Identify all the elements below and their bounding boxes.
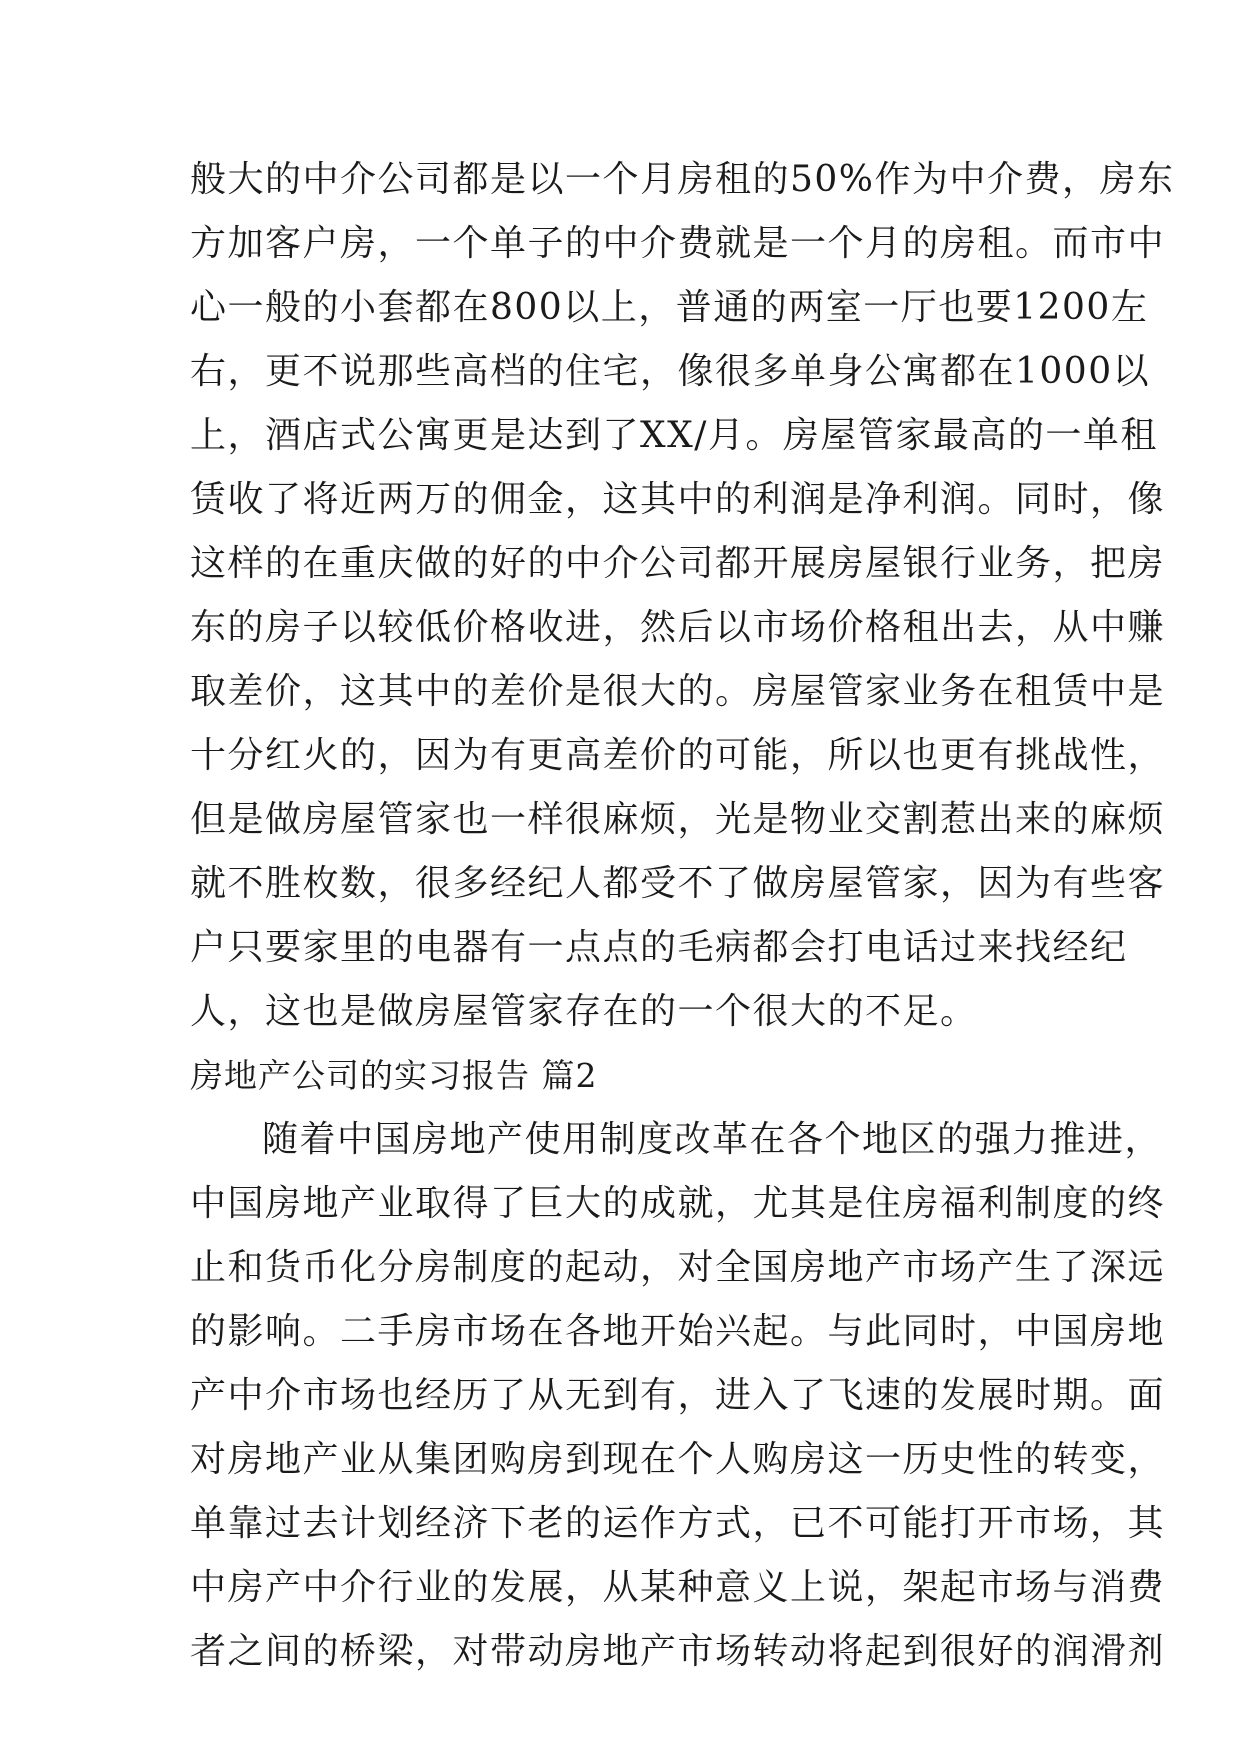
document-page (190, 148, 1175, 1684)
text-line: 的影响。二手房市场在各地开始兴起。与此同时，中国房地 (190, 1311, 1166, 1352)
text-line: 十分红火的，因为有更高差价的可能，所以也更有挑战性， (190, 735, 1166, 776)
text-line: 这样的在重庆做的好的中介公司都开展房屋银行业务，把房 (190, 543, 1166, 584)
text-line: 心一般的小套都在800以上，普通的两室一厅也要1200左 (190, 287, 1149, 328)
text-line: 中房产中介行业的发展，从某种意义上说，架起市场与消费 (190, 1567, 1166, 1608)
text-line: 方加客户房，一个单子的中介费就是一个月的房租。而市中 (190, 223, 1166, 264)
section-heading: 房地产公司的实习报告 篇2 (190, 1056, 598, 1095)
text-line: 赁收了将近两万的佣金，这其中的利润是净利润。同时，像 (190, 479, 1166, 520)
text-line: 对房地产业从集团购房到现在个人购房这一历史性的转变， (190, 1439, 1166, 1480)
text-line: 般大的中介公司都是以一个月房租的50%作为中介费，房东 (190, 159, 1175, 200)
text-line: 随着中国房地产使用制度改革在各个地区的强力推进， (262, 1119, 1163, 1160)
text-line: 者之间的桥梁，对带动房地产市场转动将起到很好的润滑剂 (190, 1631, 1166, 1672)
text-line: 右，更不说那些高档的住宅，像很多单身公寓都在1000以 (190, 351, 1151, 392)
paragraph-1 (190, 148, 1175, 1044)
text-line: 东的房子以较低价格收进，然后以市场价格租出去，从中赚 (190, 607, 1166, 648)
text-line: 就不胜枚数，很多经纪人都受不了做房屋管家，因为有些客 (190, 863, 1166, 904)
text-line: 但是做房屋管家也一样很麻烦，光是物业交割惹出来的麻烦 (190, 799, 1166, 840)
text-line: 人，这也是做房屋管家存在的一个很大的不足。 (190, 991, 978, 1032)
text-line: 产中介市场也经历了从无到有，进入了飞速的发展时期。面 (190, 1375, 1166, 1416)
paragraph-2 (190, 1108, 1166, 1684)
text-line: 上，酒店式公寓更是达到了XX/月。房屋管家最高的一单租 (190, 415, 1158, 456)
text-line: 止和货币化分房制度的起动，对全国房地产市场产生了深远 (190, 1247, 1166, 1288)
text-line: 户只要家里的电器有一点点的毛病都会打电话过来找经纪 (190, 927, 1128, 968)
text-line: 取差价，这其中的差价是很大的。房屋管家业务在租赁中是 (190, 671, 1166, 712)
text-line: 单靠过去计划经济下老的运作方式，已不可能打开市场，其 (190, 1503, 1166, 1544)
text-line: 中国房地产业取得了巨大的成就，尤其是住房福利制度的终 (190, 1183, 1166, 1224)
